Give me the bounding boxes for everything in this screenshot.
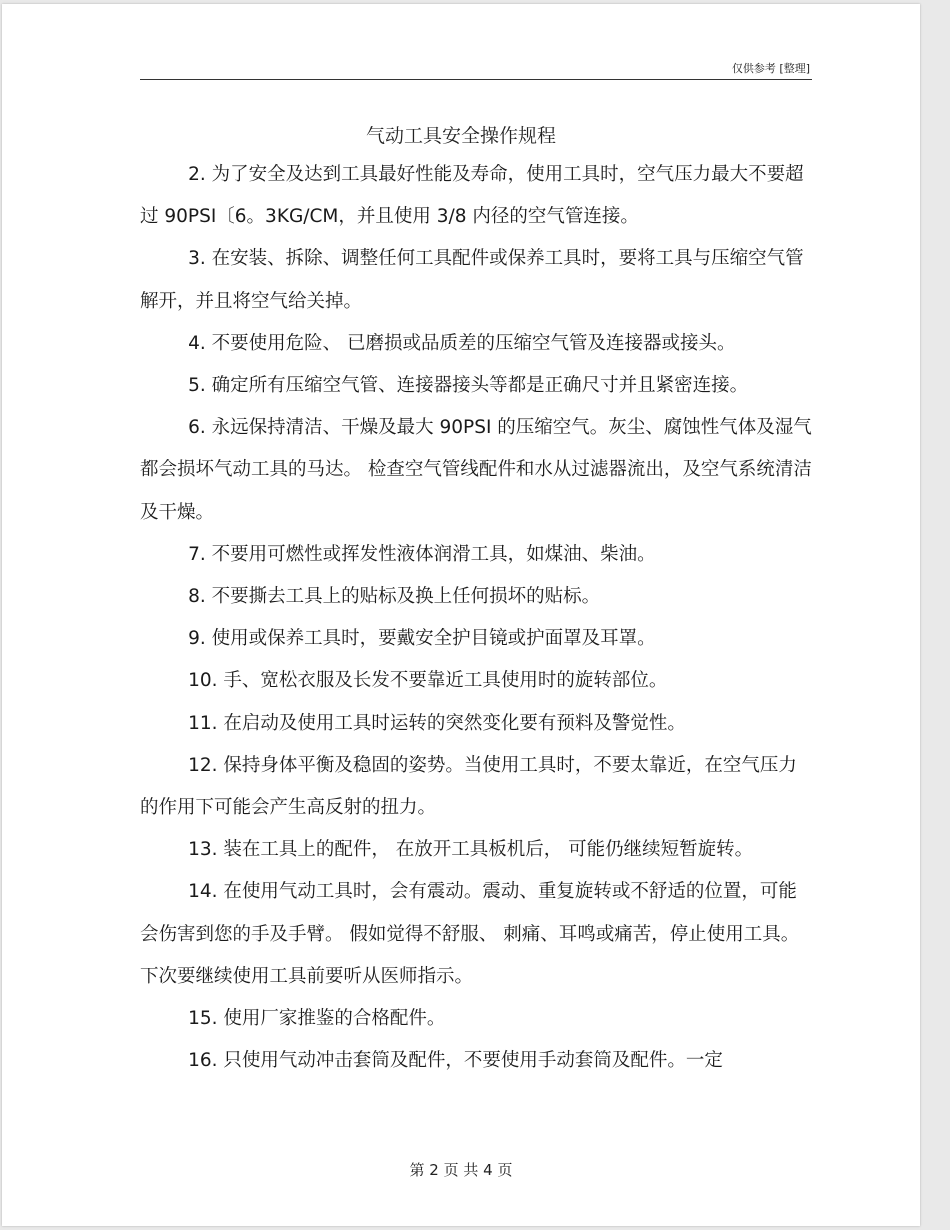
document-body (140, 154, 812, 1082)
paragraph-item-15: 15. 使用厂家推鉴的合格配件。 (188, 1008, 446, 1030)
header-note: 仅供参考 [整理] (731, 62, 810, 75)
paragraph-item-11: 11. 在启动及使用工具时运转的突然变化要有预料及警觉性。 (188, 712, 686, 734)
document-page (2, 4, 920, 1226)
paragraph-item-3: 3. 在安装、拆除、调整任何工具配件或保养工具时，要将工具与压缩空气管解开，并且将空气给关掉。 (140, 248, 804, 312)
paragraph-item-7: 7. 不要用可燃性或挥发性液体润滑工具，如煤油、柴油。 (188, 543, 656, 565)
paragraph-item-14: 14. 在使用气动工具时，会有震动。震动、重复旋转或不舒适的位置，可能会伤害到您的手及手臂。 假如觉得不舒服、 刺痛、耳鸣或痛苦，停止使用工具。下次要继续使用工具前要听从医师指示。 (140, 881, 800, 987)
document-title: 气动工具安全操作规程 (365, 125, 556, 147)
paragraph-item-13: 13. 装在工具上的配件， 在放开工具板机后， 可能仍继续短暂旋转。 (188, 839, 754, 861)
page-number-footer: 第 2 页 共 4 页 (409, 1161, 513, 1179)
paragraph-item-5: 5. 确定所有压缩空气管、连接器接头等都是正确尺寸并且紧密连接。 (188, 375, 749, 397)
paragraph-item-10: 10. 手、宽松衣服及长发不要靠近工具使用时的旋转部位。 (188, 670, 668, 692)
paragraph-item-2: 2. 为了安全及达到工具最好性能及寿命，使用工具时，空气压力最大不要超过 90PSI〔6。3KG/CM，并且使用 3/8 内径的空气管连接。 (140, 164, 804, 228)
paragraph-item-12: 12. 保持身体平衡及稳固的姿势。当使用工具时，不要太靠近，在空气压力的作用下可能会产生高反射的扭力。 (140, 754, 797, 819)
paragraph-item-9: 9. 使用或保养工具时，要戴安全护目镜或护面罩及耳罩。 (188, 628, 656, 650)
paragraph-item-6: 6. 永远保持清洁、干燥及最大 90PSI 的压缩空气。灰尘、腐蚀性气体及湿气都会损坏气动工具的马达。 检查空气管线配件和水从过滤器流出，及空气系统清洁及干燥。 (140, 417, 812, 523)
paragraph-item-16: 16. 只使用气动冲击套筒及配件，不要使用手动套筒及配件。一定 (188, 1050, 723, 1072)
header-divider (140, 79, 812, 80)
paragraph-item-8: 8. 不要撕去工具上的贴标及换上任何损坏的贴标。 (188, 586, 601, 608)
paragraph-item-4: 4. 不要使用危险、 已磨损或品质差的压缩空气管及连接器或接头。 (188, 332, 736, 354)
